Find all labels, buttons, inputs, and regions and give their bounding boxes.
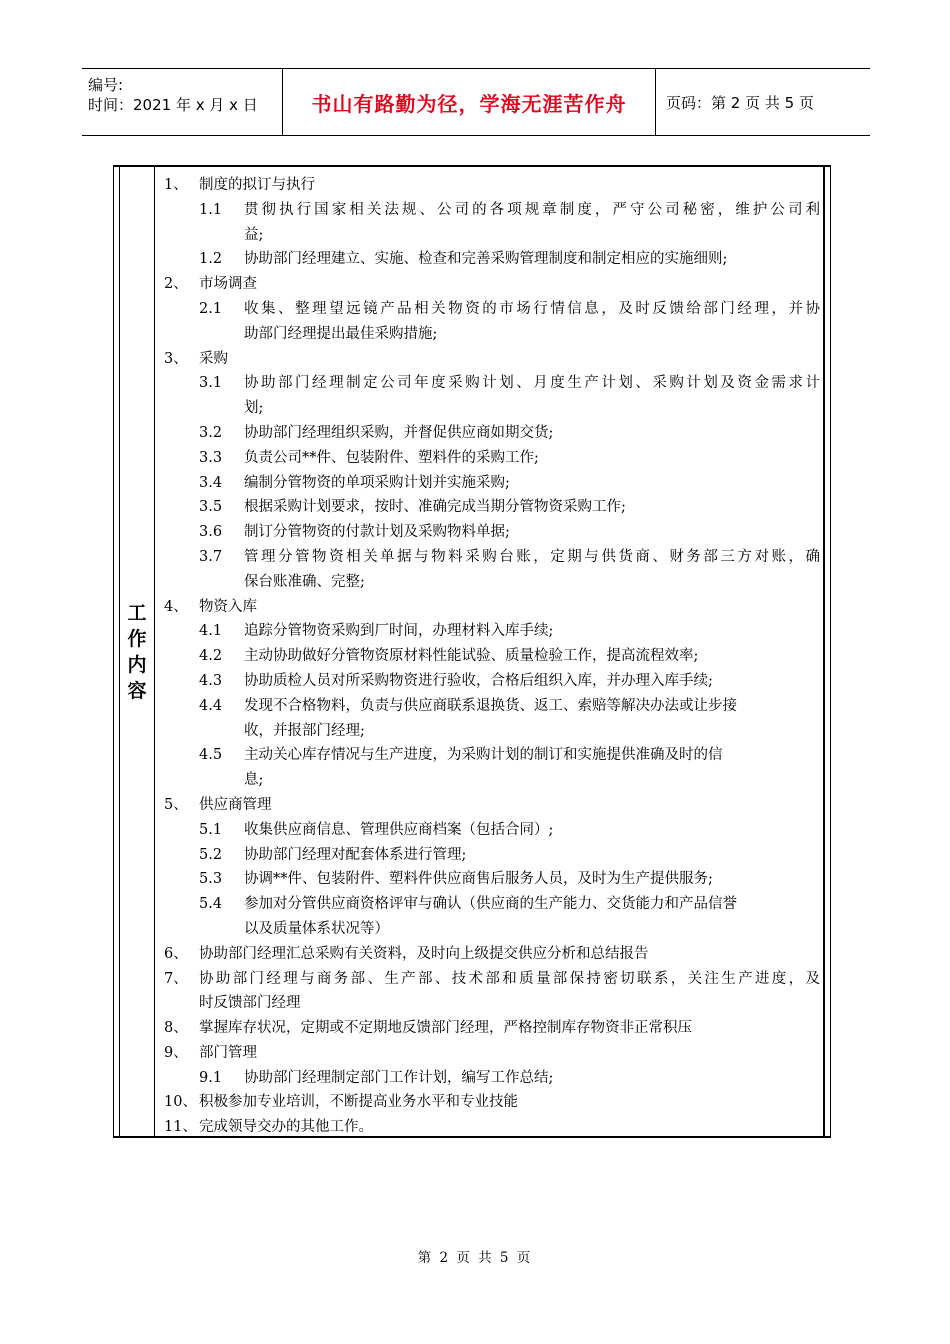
duty-line xyxy=(162,694,820,719)
duty-text: 采购 xyxy=(199,350,228,367)
duty-line xyxy=(162,892,820,917)
duty-text: 协助质检人员对所采购物资进行验收，合格后组织入库，并办理入库手续; xyxy=(244,672,713,689)
duty-line xyxy=(162,743,820,768)
duty-line xyxy=(162,1041,820,1066)
duty-number: 3、 xyxy=(164,350,188,367)
duty-number: 4、 xyxy=(164,598,188,615)
duty-line xyxy=(162,322,820,347)
duty-line xyxy=(162,495,820,520)
duty-number: 2.1 xyxy=(199,300,223,317)
duty-line xyxy=(162,272,820,297)
duty-text: 负责公司**件、包装附件、塑料件的采购工作; xyxy=(244,449,539,466)
duty-number: 6、 xyxy=(164,945,188,962)
duty-line xyxy=(162,570,820,595)
duty-number: 5.4 xyxy=(199,896,223,913)
document-date: 时间：2021 年 x 月 x 日 xyxy=(88,96,258,114)
duty-number: 1、 xyxy=(164,177,188,193)
section-label xyxy=(120,167,154,1136)
work-content-table xyxy=(113,165,831,1138)
duty-text: 收集、整理望远镜产品相关物资的市场行情信息，及时反馈给部门经理，并协 xyxy=(244,300,820,317)
duty-number: 3.2 xyxy=(199,424,223,441)
duty-text: 助部门经理提出最佳采购措施; xyxy=(244,325,438,342)
duties-list xyxy=(162,173,820,1140)
section-label-char: 内 xyxy=(127,653,147,676)
duty-number: 1.2 xyxy=(199,251,223,268)
duty-number: 4.5 xyxy=(199,747,223,764)
duty-number: 5.2 xyxy=(199,846,223,863)
duty-line xyxy=(162,247,820,272)
duty-text: 部门管理 xyxy=(199,1044,257,1061)
duty-line xyxy=(162,471,820,496)
duty-line xyxy=(162,793,820,818)
page-footer: 第 2 页 共 5 页 xyxy=(417,1250,533,1266)
duty-number: 9、 xyxy=(164,1044,188,1061)
duty-line xyxy=(162,1115,820,1140)
header-meta xyxy=(82,69,282,135)
duty-text: 协助部门经理制定公司年度采购计划、月度生产计划、采购计划及资金需求计 xyxy=(244,375,820,392)
duty-line xyxy=(162,223,820,248)
duty-text: 追踪分管物资采购到厂时间，办理材料入库手续; xyxy=(244,623,554,640)
table-border-inner-right xyxy=(823,167,825,1136)
page-header xyxy=(82,68,870,136)
duty-number: 1.1 xyxy=(199,201,223,218)
duty-text: 掌握库存状况，定期或不定期地反馈部门经理，严格控制库存物资非正常积压 xyxy=(199,1020,692,1037)
duty-line xyxy=(162,1016,820,1041)
duty-line xyxy=(162,198,820,223)
duty-number: 10、 xyxy=(164,1094,197,1111)
duty-number: 4.1 xyxy=(199,623,223,640)
section-label-char: 容 xyxy=(127,679,147,702)
duty-line xyxy=(162,297,820,322)
duty-number: 9.1 xyxy=(199,1069,223,1086)
duty-text: 根据采购计划要求，按时、准确完成当期分管物资采购工作; xyxy=(244,499,626,516)
duty-text: 管理分管物资相关单据与物料采购台账，定期与供货商、财务部三方对账，确 xyxy=(244,548,820,565)
duty-line xyxy=(162,942,820,967)
section-label-char: 工 xyxy=(127,601,147,624)
duty-text: 积极参加专业培训，不断提高业务水平和专业技能 xyxy=(199,1094,518,1111)
duty-line xyxy=(162,818,820,843)
document-number-label: 编号: xyxy=(88,76,124,94)
duty-line xyxy=(162,347,820,372)
duty-text: 协助部门经理建立、实施、检查和完善采购管理制度和制定相应的实施细则; xyxy=(244,251,728,268)
duty-text: 主动关心库存情况与生产进度，为采购计划的制订和实施提供准确及时的信 xyxy=(244,747,723,764)
duty-line xyxy=(162,421,820,446)
duty-number: 3.7 xyxy=(199,548,223,565)
duty-text: 保台账准确、完整; xyxy=(244,573,365,590)
header-motto: 书山有路勤为径，学海无涯苦作舟 xyxy=(282,69,656,135)
duty-text: 市场调查 xyxy=(199,276,257,293)
duty-text: 协助部门经理与商务部、生产部、技术部和质量部保持密切联系，关注生产进度，及 xyxy=(199,970,820,987)
duty-line xyxy=(162,768,820,793)
duty-number: 5.1 xyxy=(199,821,223,838)
duty-line xyxy=(162,719,820,744)
duty-line xyxy=(162,991,820,1016)
duty-text: 收，并报部门经理; xyxy=(244,722,365,739)
duty-number: 4.2 xyxy=(199,648,223,665)
duty-line xyxy=(162,644,820,669)
duty-text: 协助部门经理组织采购，并督促供应商如期交货; xyxy=(244,424,554,441)
duty-text: 主动协助做好分管物资原材料性能试验、质量检验工作，提高流程效率; xyxy=(244,648,699,665)
section-label-char: 作 xyxy=(127,627,147,650)
duty-number: 4.4 xyxy=(199,697,223,714)
duty-text: 贯彻执行国家相关法规、公司的各项规章制度，严守公司秘密，维护公司利 xyxy=(244,201,820,218)
duty-text: 协助部门经理制定部门工作计划，编写工作总结; xyxy=(244,1069,554,1086)
duty-line xyxy=(162,867,820,892)
duty-line xyxy=(162,967,820,992)
duty-line xyxy=(162,669,820,694)
table-column-divider xyxy=(154,167,155,1136)
duty-text: 参加对分管供应商资格评审与确认（供应商的生产能力、交货能力和产品信誉 xyxy=(244,896,737,913)
duty-text: 时反馈部门经理 xyxy=(199,995,301,1012)
duty-line xyxy=(162,917,820,942)
duty-number: 7、 xyxy=(164,970,188,987)
duty-number: 11、 xyxy=(164,1119,197,1136)
duty-number: 5.3 xyxy=(199,871,223,888)
duty-text: 息; xyxy=(244,772,264,789)
header-page-number: 页码：第 2 页 共 5 页 xyxy=(666,93,814,112)
duty-number: 8、 xyxy=(164,1020,188,1037)
duty-line xyxy=(162,446,820,471)
duty-number: 2、 xyxy=(164,276,188,293)
duty-number: 3.1 xyxy=(199,375,223,392)
duty-text: 以及质量体系状况等） xyxy=(244,920,389,937)
duty-number: 5、 xyxy=(164,796,188,813)
duty-text: 协调**件、包装附件、塑料件供应商售后服务人员，及时为生产提供服务; xyxy=(244,871,713,888)
duty-text: 发现不合格物料，负责与供应商联系退换货、返工、索赔等解决办法或让步接 xyxy=(244,697,737,714)
duty-line xyxy=(162,1090,820,1115)
duty-text: 划; xyxy=(244,400,264,417)
duty-text: 制订分管物资的付款计划及采购物料单据; xyxy=(244,524,510,541)
duty-text: 协助部门经理汇总采购有关资料，及时向上级提交供应分析和总结报告 xyxy=(199,945,649,962)
duty-text: 完成领导交办的其他工作。 xyxy=(199,1119,373,1136)
duty-number: 3.4 xyxy=(199,474,223,491)
duty-line xyxy=(162,371,820,396)
duty-number: 4.3 xyxy=(199,672,223,689)
duty-text: 制度的拟订与执行 xyxy=(199,177,315,193)
duty-text: 编制分管物资的单项采购计划并实施采购; xyxy=(244,474,510,491)
duty-line xyxy=(162,520,820,545)
duty-line xyxy=(162,396,820,421)
duty-line xyxy=(162,619,820,644)
duty-line xyxy=(162,1066,820,1091)
duty-line xyxy=(162,173,820,198)
duty-line xyxy=(162,595,820,620)
duty-number: 3.3 xyxy=(199,449,223,466)
duty-line xyxy=(162,545,820,570)
duty-text: 物资入库 xyxy=(199,598,257,615)
duty-text: 供应商管理 xyxy=(199,796,272,813)
duty-number: 3.5 xyxy=(199,499,223,516)
duty-text: 益; xyxy=(244,226,264,243)
duty-text: 协助部门经理对配套体系进行管理; xyxy=(244,846,467,863)
duty-line xyxy=(162,843,820,868)
duty-text: 收集供应商信息、管理供应商档案（包括合同）; xyxy=(244,821,554,838)
duty-number: 3.6 xyxy=(199,524,223,541)
